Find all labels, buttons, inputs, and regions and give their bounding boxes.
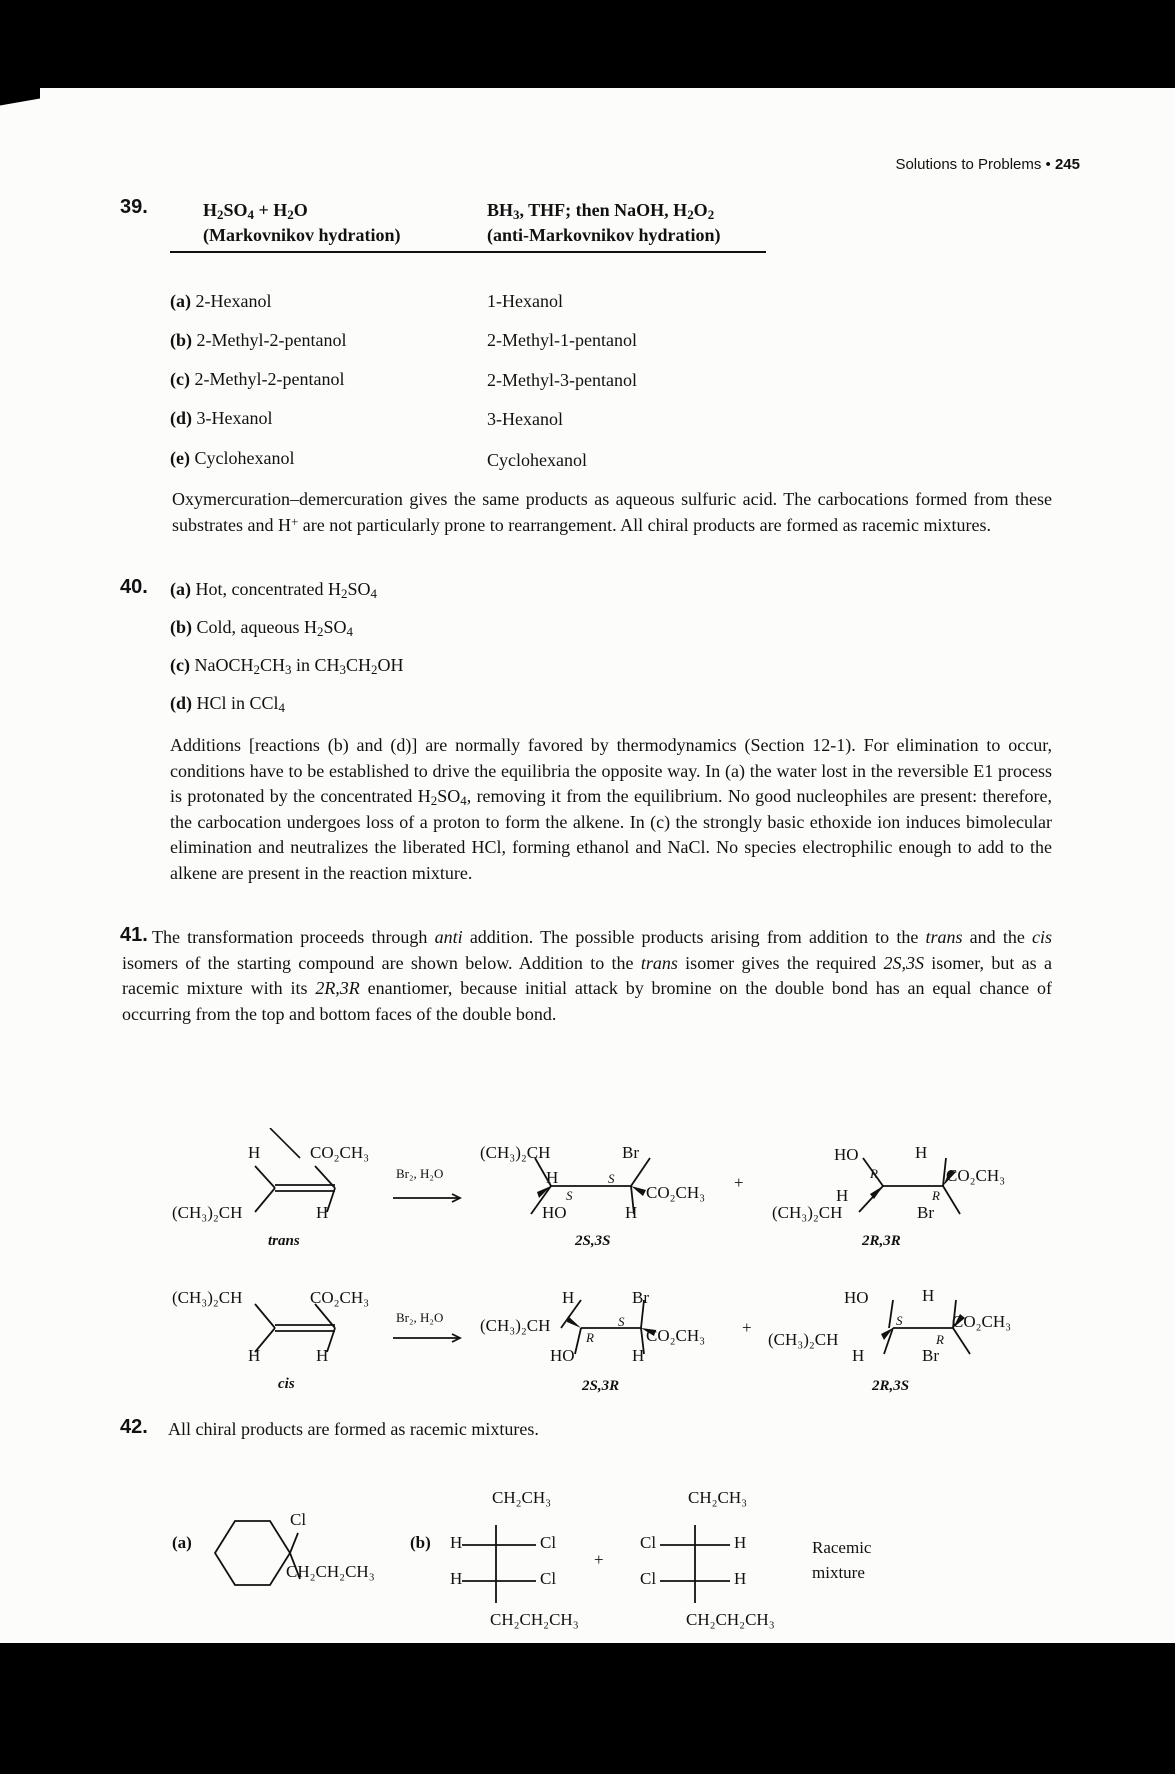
list-item: (d) HCl in CCl$_4$ xyxy=(170,693,286,716)
table-row: (b) 2-Methyl-2-pentanol xyxy=(170,330,347,350)
atom-label: CO₂CH₃ xyxy=(310,1143,370,1162)
compound-label: 2R,3R xyxy=(862,1233,901,1249)
anti-addition-scheme xyxy=(150,1128,1050,1388)
compound-label: cis xyxy=(278,1376,295,1392)
table-rule xyxy=(170,251,766,253)
atom-label: Cl xyxy=(640,1533,657,1552)
atom-label: CO₂CH₃ xyxy=(646,1326,706,1345)
config-label: R xyxy=(936,1332,944,1347)
atom-label: Cl xyxy=(540,1569,557,1588)
config-label: R xyxy=(870,1166,878,1181)
col2-subheader: (anti-Markovnikov hydration) xyxy=(487,225,721,245)
atom-label: Br xyxy=(622,1143,639,1162)
atom-label: H xyxy=(734,1533,747,1552)
textbook-page xyxy=(0,88,1175,1643)
atom-label: CH₂CH₂CH₃ xyxy=(686,1610,775,1629)
list-item: (b) Cold, aqueous $H_2SO_4$ xyxy=(170,617,353,640)
atom-label: Br xyxy=(917,1203,934,1222)
atom-label: CH₂CH₃ xyxy=(688,1488,748,1507)
reagent-label: Br₂, H₂O xyxy=(396,1166,444,1181)
atom-label: H xyxy=(915,1143,928,1162)
atom-label: (CH₃)₂CH xyxy=(172,1288,243,1307)
atom-label: H xyxy=(450,1533,463,1552)
atom-label: Cl xyxy=(640,1569,657,1588)
problem-39-number: 39. xyxy=(120,196,148,218)
atom-label: HO xyxy=(550,1346,575,1365)
compound-label: 2S,3S xyxy=(575,1233,611,1249)
atom-label: HO xyxy=(542,1203,567,1222)
part-label: (a) xyxy=(172,1533,192,1552)
atom-label: H xyxy=(852,1346,865,1365)
atom-label: CH₂CH₂CH₃ xyxy=(286,1562,375,1581)
problem-40-number: 40. xyxy=(120,576,148,598)
reagent-label: Br₂, H₂O xyxy=(396,1310,444,1325)
table-cell: 3-Hexanol xyxy=(487,409,563,429)
atom-label: CH₂CH₂CH₃ xyxy=(490,1610,579,1629)
atom-label: H xyxy=(450,1569,463,1588)
config-label: S xyxy=(608,1171,615,1186)
col1-header: $H_2SO_4 + H_2O$ xyxy=(203,200,308,223)
list-item: (a) Hot, concentrated $H_2SO_4$ xyxy=(170,579,377,602)
atom-label: (CH₃)₂CH xyxy=(480,1143,551,1162)
plus-sign: + xyxy=(742,1318,752,1337)
atom-label: (CH₃)₂CH xyxy=(768,1330,839,1349)
table-cell: 1-Hexanol xyxy=(487,291,563,311)
atom-label: Cl xyxy=(540,1533,557,1552)
atom-label: H xyxy=(546,1168,559,1187)
atom-label: (CH₃)₂CH xyxy=(772,1203,843,1222)
atom-label: CO₂CH₃ xyxy=(952,1312,1012,1331)
atom-label: CO₂CH₃ xyxy=(946,1166,1006,1185)
atom-label: (CH₃)₂CH xyxy=(172,1203,243,1222)
config-label: R xyxy=(586,1330,594,1345)
atom-label: H xyxy=(562,1288,575,1307)
col1-subheader: (Markovnikov hydration) xyxy=(203,225,401,245)
part-label: (b) xyxy=(410,1533,431,1552)
table-cell: Cyclohexanol xyxy=(487,450,587,470)
atom-label: CH₂CH₃ xyxy=(492,1488,552,1507)
problem-40-paragraph: Additions [reactions (b) and (d)] are normally favored by thermodynamics (Section 12-1). For elimination to occur, conditions have to be established to drive the equilibria the opposite way. In (a) the water lost in the reversible E1 process is protonated by the concentrated $H_2SO_4$, removing it from the equilibrium. No good nucleophiles are present: therefore, the carbocation undergoes loss of a proton to form the alkene. In (c) the strongly basic ethoxide ion induces bimolecular elimination and neutralizes the liberated HCl, forming ethanol and NaCl. No species electrophilic enough to add to the alkene are present in the reaction mixture. xyxy=(170,735,1052,883)
atom-label: H xyxy=(836,1186,849,1205)
problem-42-text: All chiral products are formed as racemic mixtures. xyxy=(168,1419,539,1439)
compound-label: 2R,3S xyxy=(872,1378,910,1394)
atom-label: H xyxy=(632,1346,645,1365)
config-label: S xyxy=(618,1314,625,1329)
atom-label: Br xyxy=(632,1288,649,1307)
racemic-label: Racemic xyxy=(812,1538,872,1557)
atom-label: HO xyxy=(834,1145,859,1164)
atom-label: H xyxy=(922,1286,935,1305)
section-title: Solutions to Problems xyxy=(895,156,1042,173)
table-row: (d) 3-Hexanol xyxy=(170,408,273,428)
plus-sign: + xyxy=(734,1173,744,1192)
atom-label: H xyxy=(625,1203,638,1222)
problem-39-note: Oxymercuration–demercuration gives the same products as aqueous sulfuric acid. The carbocations formed from these substrates and H+ are not particularly prone to rearrangement. All chiral products are formed as racemic mixtures. xyxy=(172,489,1052,535)
list-item: (c) $NaOCH_2CH_3$ in $CH_3CH_2OH$ xyxy=(170,655,404,678)
atom-label: (CH₃)₂CH xyxy=(480,1316,551,1335)
table-cell: 2-Methyl-1-pentanol xyxy=(487,330,637,350)
atom-label: H xyxy=(248,1143,261,1162)
compound-label: 2S,3R xyxy=(582,1378,620,1394)
page-number: 245 xyxy=(1054,156,1080,173)
header-bullet: • xyxy=(1045,156,1051,173)
atom-label: H xyxy=(734,1569,747,1588)
problem-41-paragraph: The transformation proceeds through anti addition. The possible products arising from addition to the trans and the cis isomers of the starting compound are shown below. Addition to the trans isomer gives the required 2S,3S isomer, but as a racemic mixture with its 2R,3R enantiomer, because initial attack by bromine on the double bond has an equal chance of occurring from the top and bottom faces of the double bond. xyxy=(122,927,1053,1024)
col2-header: $BH_3$, THF; then NaOH, $H_2O_2$ xyxy=(487,200,715,223)
plus-sign: + xyxy=(594,1550,604,1569)
config-label: S xyxy=(566,1188,573,1203)
atom-label: Br xyxy=(922,1346,939,1365)
atom-label: H xyxy=(316,1346,329,1365)
atom-label: CO₂CH₃ xyxy=(310,1288,370,1307)
atom-label: H xyxy=(316,1203,329,1222)
problem-42-number: 42. xyxy=(120,1416,148,1438)
table-row: (c) 2-Methyl-2-pentanol xyxy=(170,369,345,389)
atom-label: CO₂CH₃ xyxy=(646,1183,706,1202)
atom-label: Cl xyxy=(290,1510,307,1529)
config-label: S xyxy=(896,1313,903,1328)
atom-label: H xyxy=(248,1346,261,1365)
running-header xyxy=(895,156,1080,173)
atom-label: HO xyxy=(844,1288,869,1307)
compound-label: trans xyxy=(268,1233,300,1249)
table-row: (e) Cyclohexanol xyxy=(170,448,295,468)
config-label: R xyxy=(932,1188,940,1203)
table-cell: 2-Methyl-3-pentanol xyxy=(487,370,637,390)
table-row: (a) 2-Hexanol xyxy=(170,291,272,311)
mixture-label: mixture xyxy=(812,1563,865,1582)
problem-41-number: 41. xyxy=(120,924,148,946)
